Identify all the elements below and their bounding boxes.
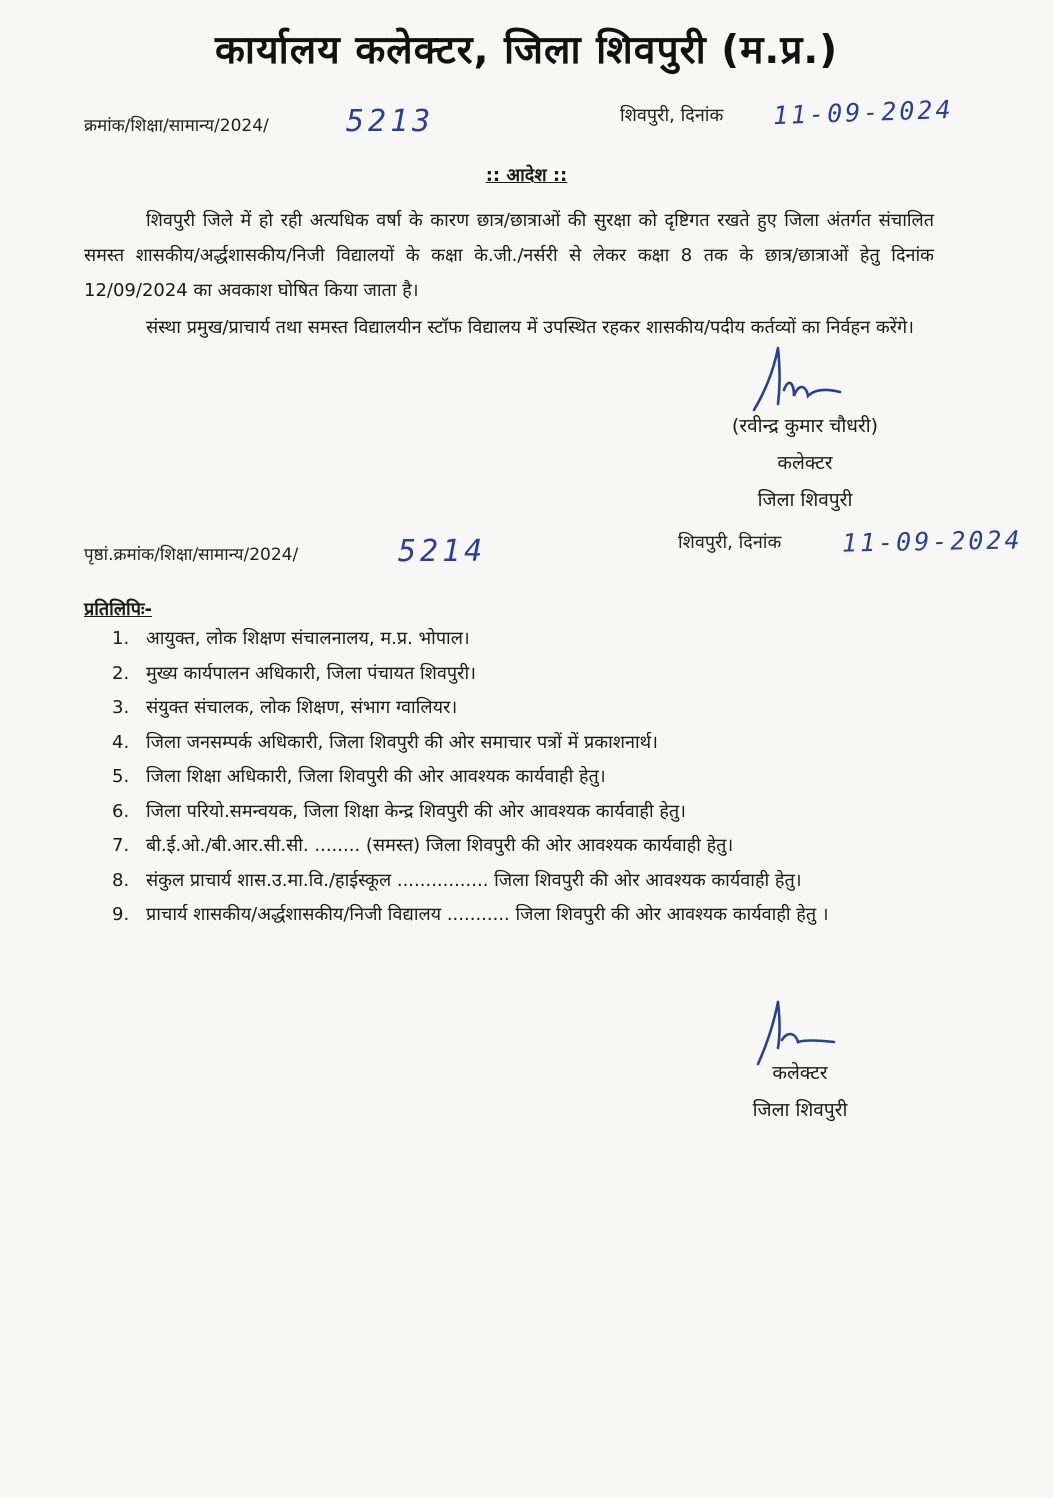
endorsement-signature-block bbox=[700, 1055, 900, 1129]
copy-item bbox=[112, 622, 932, 657]
copy-item bbox=[112, 726, 932, 761]
endorsement-signatory-district: जिला शिवपुरी bbox=[752, 1099, 848, 1121]
copy-item-text: संकुल प्राचार्य शास.उ.मा.वि./हाईस्कूल ................ जिला शिवपुरी की ओर आवश्यक कार्यवाही हेतु। bbox=[146, 869, 802, 891]
signatory-district: जिला शिवपुरी bbox=[757, 489, 853, 511]
copy-item bbox=[112, 829, 932, 864]
copy-item-text: मुख्य कार्यपालन अधिकारी, जिला पंचायत शिवपुरी। bbox=[146, 662, 476, 684]
order-reference: क्रमांक/शिक्षा/सामान्य/2024/ bbox=[84, 116, 269, 136]
copy-item-number: 2. bbox=[112, 662, 130, 684]
office-title: कार्यालय कलेक्टर, जिला शिवपुरी (म.प्र.) bbox=[214, 28, 839, 73]
endorsement-number-handwritten: 5214 bbox=[398, 534, 487, 569]
endorsement-place-date-label: शिवपुरी, दिनांक bbox=[678, 532, 782, 553]
copy-item bbox=[112, 898, 932, 933]
copy-item-number: 1. bbox=[112, 628, 130, 649]
copy-item-number: 3. bbox=[112, 697, 130, 718]
copy-item-number: 5. bbox=[112, 766, 130, 787]
copy-item bbox=[112, 795, 932, 830]
copy-to-heading: प्रतिलिपिः- bbox=[84, 599, 153, 620]
copy-item bbox=[112, 760, 932, 795]
copy-item-text: जिला जनसम्पर्क अधिकारी, जिला शिवपुरी की ओर समाचार पत्रों में प्रकाशनार्थ। bbox=[146, 731, 658, 753]
copy-item-number: 4. bbox=[112, 731, 130, 753]
signatory-name: (रवीन्द्र कुमार चौधरी) bbox=[731, 415, 879, 437]
copy-item bbox=[112, 657, 932, 692]
copy-item-number: 7. bbox=[112, 835, 130, 856]
copy-item-number: 6. bbox=[112, 800, 130, 822]
copy-item bbox=[112, 864, 932, 899]
order-number-handwritten: 5213 bbox=[346, 104, 435, 139]
copy-item-text: बी.ई.ओ./बी.आर.सी.सी. ........ (समस्त) जिला शिवपुरी की ओर आवश्यक कार्यवाही हेतु। bbox=[146, 835, 734, 856]
signatory-designation: कलेक्टर bbox=[777, 452, 833, 474]
copy-item bbox=[112, 691, 932, 726]
endorsement-date-handwritten: 11-09-2024 bbox=[841, 525, 1023, 558]
order-paragraph-2: संस्था प्रमुख/प्राचार्य तथा समस्त विद्यालयीन स्टॉफ विद्यालय में उपस्थित रहकर शासकीय/पदीय कर्तव्यों का निर्वहन करेंगे। bbox=[146, 317, 914, 338]
copy-item-number: 9. bbox=[112, 904, 130, 925]
copy-item-number: 8. bbox=[112, 869, 130, 891]
collector-signature bbox=[740, 338, 850, 418]
copy-item-text: संयुक्त संचालक, लोक शिक्षण, संभाग ग्वालियर। bbox=[146, 697, 458, 718]
order-paragraph-1: शिवपुरी जिले में हो रही अत्यधिक वर्षा के कारण छात्र/छात्राओं की सुरक्षा को दृष्टिगत रखते हुए जिला अंतर्गत संचालित समस्त शासकीय/अर्द्धशासकीय/निजी विद्यालयों के कक्षा के.जी./नर्सरी से लेकर कक्षा 8 तक के छात्र/छात्राओं हेतु दिनांक 12/09/2024 का अवकाश घोषित किया जाता है। bbox=[84, 210, 934, 301]
order-place-date-label: शिवपुरी, दिनांक bbox=[620, 105, 724, 126]
endorsement-reference: पृष्ठां.क्रमांक/शिक्षा/सामान्य/2024/ bbox=[84, 545, 299, 565]
order-signature-block bbox=[680, 408, 930, 519]
order-heading: :: आदेश :: bbox=[485, 165, 568, 186]
copy-item-text: आयुक्त, लोक शिक्षण संचालनालय, म.प्र. भोपाल। bbox=[146, 628, 470, 649]
order-date-handwritten: 11-09-2024 bbox=[772, 94, 954, 131]
endorsement-signatory-designation: कलेक्टर bbox=[772, 1062, 828, 1084]
copy-item-text: जिला शिक्षा अधिकारी, जिला शिवपुरी की ओर आवश्यक कार्यवाही हेतु। bbox=[146, 766, 606, 787]
copy-to-list bbox=[112, 622, 932, 933]
copy-item-text: जिला परियो.समन्वयक, जिला शिक्षा केन्द्र शिवपुरी की ओर आवश्यक कार्यवाही हेतु। bbox=[146, 800, 686, 822]
copy-item-text: प्राचार्य शासकीय/अर्द्धशासकीय/निजी विद्यालय ........... जिला शिवपुरी की ओर आवश्यक कार्यवाही हेतु । bbox=[146, 904, 829, 925]
